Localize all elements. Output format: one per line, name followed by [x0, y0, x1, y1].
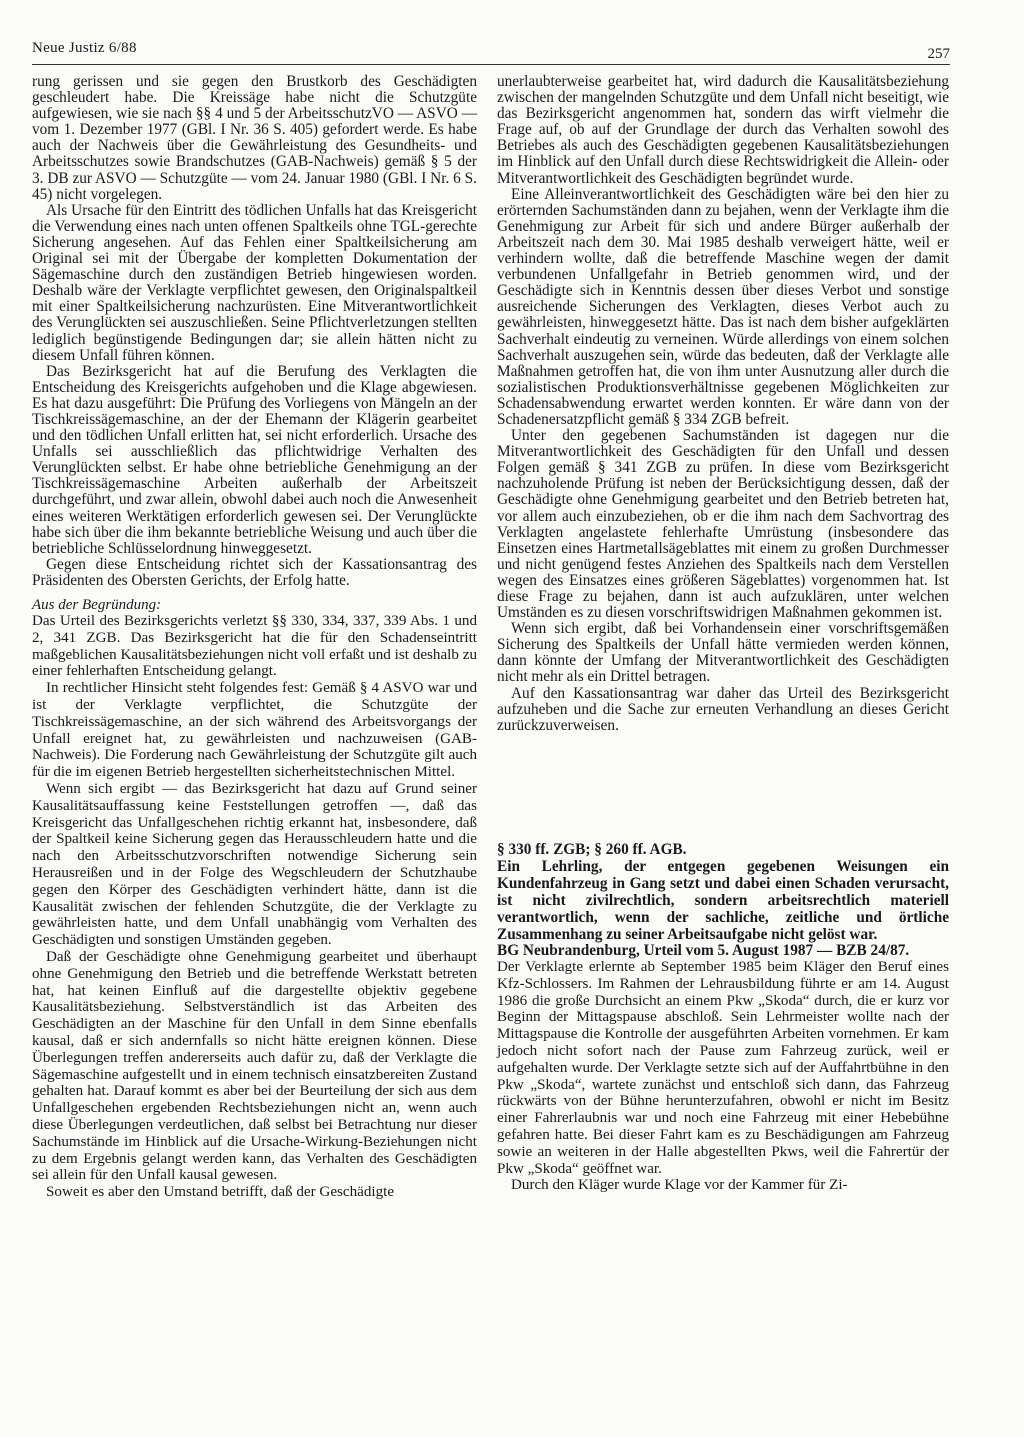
paragraph: Wenn sich ergibt — das Bezirksgericht hat dazu auf Grund seiner Kausalitätsauffassung keine Feststellungen getroffen —, daß das Kreisgericht das Unfallgeschehen richtig erkannt hat, insbesondere, daß der Spaltkeil keine Sicherung gegen das Herausschleudern hatte und die nach den Arbeitsschutzvorschriften notwendige Sicherung sein Herausreißen und in der Folge des Wegschleudern der Schutzhaube gegen den Körper des Geschädigten verhindert hätte, dann ist die Kausalität zwischen der fehlenden Schutzgüte, die der Verklagte zu gewährleisten hatte, und dem Unfall unabhängig vom Verhalten des Geschädigten und sonstigen Umständen gegeben.	[32, 781, 477, 949]
left-column	[32, 74, 477, 1201]
paragraph: Durch den Kläger wurde Klage vor der Kammer für Zi-	[511, 1177, 848, 1194]
paragraph: Das Urteil des Bezirksgerichts verletzt §§ 330, 334, 337, 339 Abs. 1 und 2, 341 ZGB. Das Bezirksgericht hat die für den Schadenseintritt maßgeblichen Kausalitätsbeziehungen nicht voll erfaßt und ist deshalb zu einer fehlerhaften Entscheidung gelangt.	[32, 613, 477, 680]
paragraph: Daß der Geschädigte ohne Genehmigung gearbeitet und überhaupt ohne Genehmigung den Betrieb und die betreffende Werkstatt betreten hat, hat keinen Einfluß auf die dargestellte objektiv gegebene Kausalitätsbeziehung. Selbstverständlich ist das Arbeiten des Geschädigten an der Maschine für den Unfall in dem Sinne ebenfalls kausal, daß er sich andernfalls so nicht hätte ereignen können. Diese Überlegungen treffen andererseits auch dafür zu, daß der Verklagte die Sägemaschine aufgestellt und in einem technisch einsatzbereiten Zustand gehalten hat. Darauf kommt es aber bei der Beurteilung der sich aus dem Unfallgeschehen ergebenden Rechtsbeziehungen nicht an, wenn auch diese Überlegungen verdeutlichen, daß selbst bei Betrachtung nur dieser Sachumstände im Hinblick auf die Ursache-Wirkung-Beziehungen nicht zu dem Ergebnis gelangt werden kann, das Verhalten des Geschädigten sei allein für den Unfall kausal gewesen.	[32, 949, 477, 1184]
section-subheading: Aus der Begründung:	[32, 597, 162, 613]
paragraph: unerlaubterweise gearbeitet hat, wird dadurch die Kausalitätsbeziehung zwischen der mangelnden Schutzgüte und dem Unfall nicht beseitigt, wie das Bezirksgericht angenommen hat, sondern das wirft vielmehr die Frage auf, ob auf der Grundlage der durch das Verhalten sowohl des Betriebes als auch des Geschädigten gegebenen Kausalitätsbeziehungen im Hinblick auf den Unfall durch diese Rechtswidrigkeit die Allein- oder Mitverantwortlichkeit des Geschädigten begründet wurde.	[497, 73, 949, 187]
paragraph: Unter den gegebenen Sachumständen ist dagegen nur die Mitverantwortlichkeit des Geschädigten für den Unfall und dessen Folgen gemäß § 341 ZGB zu prüfen. In diese vom Bezirksgericht nachzuholende Prüfung ist neben der Berücksichtigung dessen, daß der Geschädigte ohne Genehmigung gearbeitet und den Betrieb betreten hat, vor allem auch einzubeziehen, ob er die ihm nach dem Sachvortrag des Verklagten angelastete fehlerhafte Umrüstung (insbesondere das Einsetzen eines Hartmetallsägeblattes mit einem zu großen Durchmesser und nicht genügend festes Anziehen des Spaltkeils nach dem Verstellen wegen des Einsatzes eines größeren Sägeblattes) vorgenommen hat. Ist diese Frage zu bejahen, dann ist auch aufzuklären, unter welchen Umständen es zu diesen vorschriftswidrigen Maßnahmen gekommen ist.	[497, 427, 949, 622]
paragraph: Eine Alleinverantwortlichkeit des Geschädigten wäre bei den hier zu erörternden Sachumständen dann zu bejahen, wenn der Verklagte ihm die Genehmigung zur Arbeit für sich und andere Bürger außerhalb der Arbeitszeit nach dem 30. Mai 1985 deshalb verweigert hätte, weil er verhindern wollte, daß die betreffende Maschine wegen der damit verbundenen Unfallgefahr in Betrieb genommen wird, und der Geschädigte sich in Kenntnis dessen über dieses Verbot und sonstige ausreichende Sicherungen des Verklagten, dieses Verbot auch zu gewährleisten, hinweggesetzt hätte. Das ist nach dem bisher aufgeklärten Sachverhalt eindeutig zu verneinen. Würde allerdings von einem solchen Sachverhalt auszugehen sein, würde das bedeuten, daß der Verklagte alle Maßnahmen getroffen hat, die von ihm unter Ausnutzung aller durch die sozialistischen Produktionsverhältnisse gegebenen Möglichkeiten zur Schadensabwendung erwartet werden konnten. Er wäre dann von der Schadenersatzpflicht gemäß § 334 ZGB befreit.	[497, 185, 949, 428]
reasoning-section	[32, 613, 477, 1201]
spacer	[497, 734, 949, 842]
headnote: Ein Lehrling, der entgegen gegebenen Weisungen ein Kundenfahrzeug in Gang setzt und dabei einen Schaden verursacht, ist nicht zivilrechtlich, sondern arbeitsrechtlich materiell verantwortlich, wenn der sachliche, zeitliche und örtliche Zusammenhang zu seiner Arbeitsaufgabe nicht gelöst war.	[497, 857, 949, 943]
case-facts	[497, 959, 949, 1194]
paragraph: Gegen diese Entscheidung richtet sich der Kassationsantrag des Präsidenten des Obersten Gerichts, der Erfolg hatte.	[32, 555, 477, 589]
paragraph: Das Bezirksgericht hat auf die Berufung des Verklagten die Entscheidung des Kreisgerichts aufgehoben und die Klage abgewiesen. Es hat dazu ausgeführt: Die Prüfung des Vorliegens von Mängeln an der Tischkreissägemaschine, an der der Ehemann der Klägerin gearbeitet und den tödlichen Unfall erlitten hat, sei nicht erforderlich. Ursache des Unfalls sei ausschließlich das pflichtwidrige Verhalten des Verunglückten selbst. Er habe ohne betriebliche Genehmigung an der Tischkreissägemaschine Arbeiten außerhalb der Arbeitszeit durchgeführt, und zwar allein, obwohl dabei auch noch die Anwesenheit eines weiteren Werktätigen erforderlich gewesen sei. Der Verunglückte habe sich über die ihm bekannte betriebliche Weisung und auch über die betriebliche Schlüsselordnung hinweggesetzt.	[32, 362, 477, 557]
right-column	[497, 74, 949, 1194]
court-citation: BG Neubrandenburg, Urteil vom 5. August 1987 — BZB 24/87.	[497, 941, 910, 959]
header-rule	[32, 64, 950, 65]
paragraph: Als Ursache für den Eintritt des tödlichen Unfalls hat das Kreisgericht die Verwendung eines nach unten offenen Spaltkeils ohne TGL-gerechte Sicherung angesehen. Auf das Fehlen einer Spaltkeilsicherung am Original sei mit der Übergabe der kompletten Dokumentation der Sägemaschine durch den zuständigen Betrieb hingewiesen worden. Deshalb wäre der Verklagte verpflichtet gewesen, den Originalspaltkeil mit einer Spaltkeilsicherung nachzurüsten. Eine Mitverantwortlichkeit des Verunglückten sei auszuschließen. Seine Pflichtverletzungen stellten lediglich begünstigende Bedingungen dar; sie allein hätten nicht zu diesem Unfall führen können.	[32, 201, 477, 364]
paragraph: Der Verklagte erlernte ab September 1985 beim Kläger den Beruf eines Kfz-Schlossers. Im Rahmen der Lehrausbildung führte er am 14. August 1986 die große Durchsicht an einem Pkw „Skoda“ durch, die er kurz vor Beginn der Mittagspause abschloß. Sein Lehrmeister wollte nach der Mittagspause die Kontrolle der ausgeführten Arbeiten vornehmen. Er kam jedoch nicht sofort nach der Pause zum Fahrzeug zurück, weil er aufgehalten wurde. Der Verklagte setzte sich auf der Auffahrtbühne in den Pkw „Skoda“, wartete zunächst und entschloß sich dann, das Fahrzeug rückwärts von der Bühne herunterzufahren, obwohl er nicht im Besitz einer Fahrerlaubnis war und noch eine Fahrzeug mit einer Hebebühne gefahren hatte. Bei dieser Fahrt kam es zu Beschädigungen am Fahrzeug sowie an weiteren in der Halle abgestellten Pkws, weil die Fahrertür der Pkw „Skoda“ geöffnet war.	[497, 959, 949, 1177]
spacer	[32, 589, 477, 597]
paragraph: Wenn sich ergibt, daß bei Vorhandensein einer vorschriftsgemäßen Sicherung des Spaltkeils der Unfall hätte vermieden werden können, dann könnte der Umfang der Mitverantwortlichkeit des Geschädigten nicht mehr als ein Drittel betragen.	[497, 620, 949, 686]
paragraph: Soweit es aber den Umstand betrifft, daß der Geschädigte	[46, 1184, 395, 1201]
page-header	[32, 40, 950, 62]
paragraph: rung gerissen und sie gegen den Brustkorb des Geschädigten geschleudert habe. Die Kreissäge habe nicht die Schutzgüte aufgewiesen, wie sie nach §§ 4 und 5 der ArbeitsschutzVO — ASVO — vom 1. Dezember 1977 (GBl. I Nr. 36 S. 405) gefordert werde. Es habe auch der Nachweis über die Gewährleistung des Gesundheits- und Arbeitsschutzes sowie Brandschutzes (GAB-Nachweis) gemäß § 5 der 3. DB zur ASVO — Schutzgüte — vom 24. Januar 1980 (GBl. I Nr. 6 S. 45) nicht vorgelegen.	[32, 73, 477, 203]
journal-title: Neue Justiz 6/88	[32, 40, 137, 56]
page-number: 257	[927, 46, 950, 62]
paragraph: Auf den Kassationsantrag war daher das Urteil des Bezirksgericht aufzuheben und die Sache zur erneuten Verhandlung an dieses Gericht zurückzuverweisen.	[497, 684, 949, 734]
statute-reference: § 330 ff. ZGB; § 260 ff. AGB.	[497, 840, 687, 858]
paragraph: In rechtlicher Hinsicht steht folgendes fest: Gemäß § 4 ASVO war und ist der Verklagte verpflichtet, die Schutzgüte der Tischkreissägemaschine, an der sich während des Arbeitsvorgangs der Unfall ereignet hat, zu gewährleisten und nachzuweisen (GAB-Nachweis). Die Forderung nach Gewährleistung der Schutzgüte gilt auch für die im eigenen Betrieb hergestellten sicherheitstechnischen Mittel.	[32, 680, 477, 781]
